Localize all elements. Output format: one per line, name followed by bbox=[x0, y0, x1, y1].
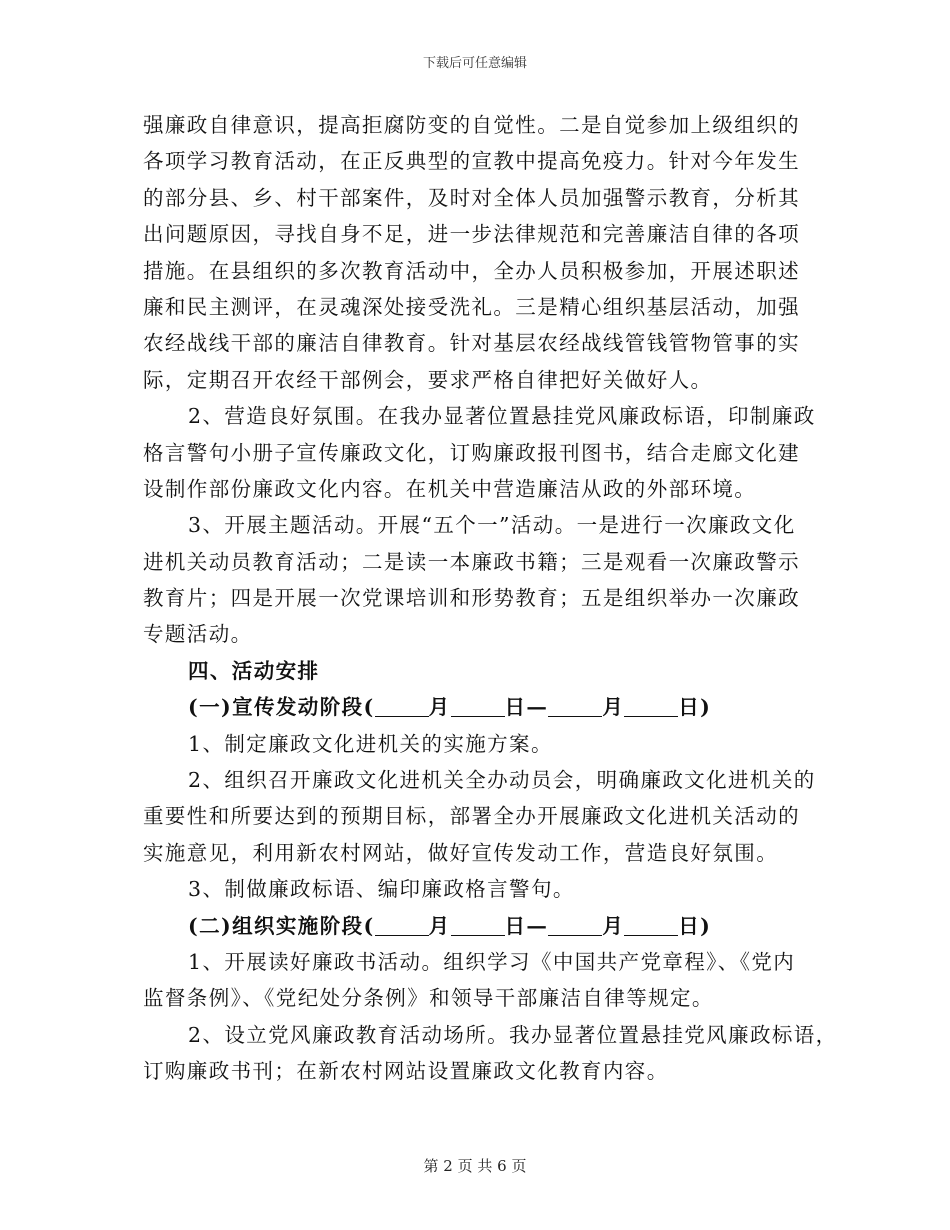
date-blank bbox=[548, 694, 602, 717]
stage-suffix: 日) bbox=[678, 913, 712, 938]
paragraph-line: 实施意见，利用新农村网站，做好宣传发动工作，营造良好氛围。 bbox=[143, 840, 779, 865]
stage-heading bbox=[143, 908, 823, 944]
page-header: 下载后可任意编辑 bbox=[422, 56, 527, 71]
paragraph-line: 廉和民主测评，在灵魂深处接受洗礼。三是精心组织基层活动，加强 bbox=[143, 294, 800, 319]
paragraph-line: 格言警句小册子宣传廉政文化，订购廉政报刊图书，结合走廊文化建 bbox=[143, 440, 800, 465]
paragraph-line: 2、设立党风廉政教育活动场所。我办显著位置悬挂党风廉政标语， bbox=[188, 1022, 838, 1047]
month-label: 月 bbox=[602, 913, 625, 938]
paragraph-line: 农经战线干部的廉洁自律教育。针对基层农经战线管钱管物管事的实 bbox=[143, 331, 800, 356]
date-blank bbox=[375, 694, 429, 717]
paragraph-line: 的部分县、乡、村干部案件，及时对全体人员加强警示教育，分析其 bbox=[143, 185, 800, 210]
stage-suffix: 日) bbox=[678, 695, 712, 720]
day-dash-label: 日— bbox=[504, 695, 549, 720]
paragraph-line: 3、制做廉政标语、编印廉政格言警句。 bbox=[188, 877, 575, 902]
month-label: 月 bbox=[428, 695, 451, 720]
date-blank bbox=[451, 913, 505, 936]
paragraph-line: 进机关动员教育活动；二是读一本廉政书籍；三是观看一次廉政警示 bbox=[143, 549, 800, 574]
date-blank bbox=[624, 694, 678, 717]
paragraph-line: 出问题原因，寻找自身不足，进一步法律规范和完善廉洁自律的各项 bbox=[143, 222, 800, 247]
paragraph-line: 重要性和所要达到的预期目标，部署全办开展廉政文化进机关活动的 bbox=[143, 804, 800, 829]
stage-prefix: (一)宣传发动阶段( bbox=[188, 695, 375, 720]
section-heading: 四、活动安排 bbox=[188, 658, 320, 683]
stage-prefix: (二)组织实施阶段( bbox=[188, 913, 375, 938]
paragraph-line: 2、组织召开廉政文化进机关全办动员会，明确廉政文化进机关的 bbox=[188, 768, 816, 793]
date-blank bbox=[624, 913, 678, 936]
paragraph-line: 监督条例》、《党纪处分条例》和领导干部廉洁自律等规定。 bbox=[143, 986, 714, 1011]
paragraph-line: 际，定期召开农经干部例会，要求严格自律把好关做好人。 bbox=[143, 367, 713, 392]
paragraph-line: 强廉政自律意识，提高拒腐防变的自觉性。二是自觉参加上级组织的 bbox=[143, 113, 800, 137]
document-body bbox=[143, 107, 838, 1090]
month-label: 月 bbox=[602, 695, 625, 720]
paragraph-line: 教育片；四是开展一次党课培训和形势教育；五是组织举办一次廉政 bbox=[143, 586, 800, 611]
paragraph-line: 设制作部份廉政文化内容。在机关中营造廉洁从政的外部环境。 bbox=[143, 476, 757, 501]
page-footer: 第 2 页 共 6 页 bbox=[423, 1157, 527, 1175]
paragraph-line: 措施。在县组织的多次教育活动中，全办人员积极参加，开展述职述 bbox=[143, 258, 800, 283]
stage-heading bbox=[143, 689, 823, 725]
paragraph-line: 1、开展读好廉政书活动。组织学习《中国共产党章程》、《党内 bbox=[188, 949, 796, 974]
day-dash-label: 日— bbox=[504, 913, 549, 938]
date-blank bbox=[451, 694, 505, 717]
paragraph-line: 订购廉政书刊；在新农村网站设置廉政文化教育内容。 bbox=[143, 1059, 669, 1084]
paragraph-line: 2、营造良好氛围。在我办显著位置悬挂党风廉政标语，印制廉政 bbox=[188, 404, 816, 429]
paragraph-line: 1、制定廉政文化进机关的实施方案。 bbox=[188, 731, 553, 756]
paragraph-line: 3、开展主题活动。开展“五个一”活动。一是进行一次廉政文化 bbox=[188, 513, 796, 538]
date-blank bbox=[548, 913, 602, 936]
paragraph-line: 专题活动。 bbox=[143, 622, 253, 647]
date-blank bbox=[375, 913, 429, 936]
paragraph-line: 各项学习教育活动，在正反典型的宣教中提高免疫力。针对今年发生 bbox=[143, 149, 800, 174]
month-label: 月 bbox=[428, 913, 451, 938]
